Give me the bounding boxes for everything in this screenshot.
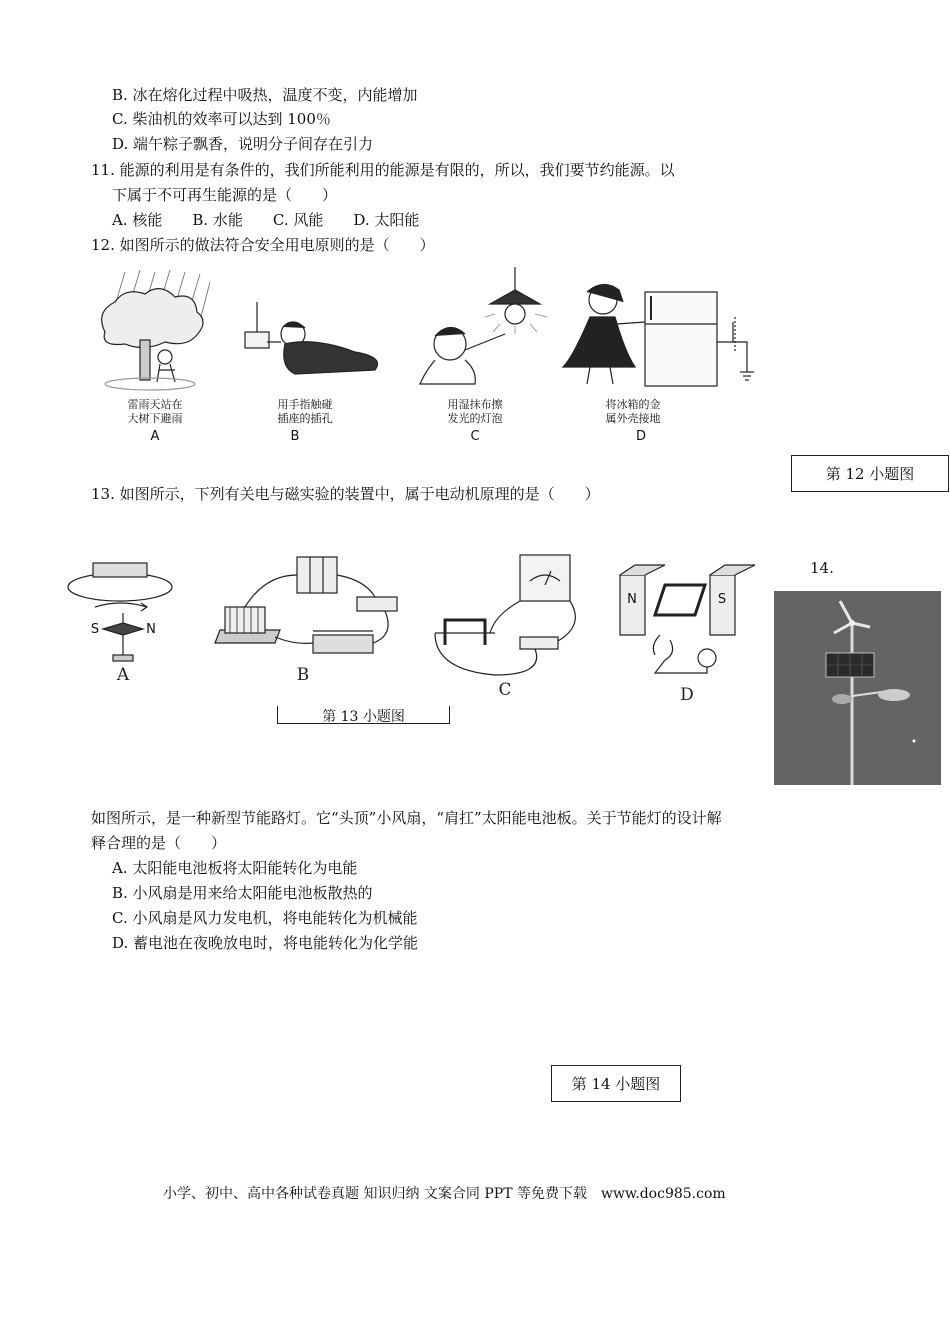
q10-option-c: C. 柴油机的效率可以达到 100％ — [112, 110, 331, 128]
q14-option-a: A. 太阳能电池板将太阳能转化为电能 — [112, 859, 358, 877]
q13-figure — [65, 545, 770, 715]
q10-option-b: B. 冰在熔化过程中吸热，温度不变，内能增加 — [112, 86, 418, 104]
q12-panel-d-illustration — [563, 284, 754, 386]
q12-caption-a-line1: 雷雨天站在 — [127, 398, 183, 411]
q13-letter-d: D — [680, 685, 694, 705]
q12-caption-b-line2: 插座的插孔 — [277, 412, 333, 425]
q12-panel-b-illustration — [245, 302, 378, 374]
q12-caption-d-line2: 属外壳接地 — [605, 412, 661, 425]
q13-stem: 13. 如图所示，下列有关电与磁实验的装置中，属于电动机原理的是（ ） — [91, 485, 600, 503]
q12-letter-c: C — [470, 429, 480, 444]
q14-option-c: C. 小风扇是风力发电机，将电能转化为机械能 — [112, 909, 418, 927]
q11-stem-line1: 11. 能源的利用是有条件的，我们所能利用的能源是有限的，所以，我们要节约能源。以 — [91, 161, 675, 179]
q10-option-d: D. 端午粽子飘香，说明分子间存在引力 — [112, 135, 374, 153]
q11-stem-line2: 下属于不可再生能源的是（ ） — [112, 186, 338, 204]
svg-text:N: N — [146, 622, 156, 637]
q12-caption-d-line1: 将冰箱的金 — [605, 398, 661, 411]
svg-text:S: S — [90, 622, 100, 637]
q13-letter-c: C — [498, 680, 512, 700]
q12-figure-caption: 第 12 小题图 — [791, 455, 949, 492]
q12-stem: 12. 如图所示的做法符合安全用电原则的是（ ） — [91, 236, 435, 254]
q14-number: 14. — [810, 559, 834, 577]
q12-letter-a: A — [150, 429, 160, 444]
q13-letter-a: A — [116, 665, 130, 685]
q12-caption-c-line1: 用湿抹布擦 — [447, 398, 503, 411]
q12-panel-c-illustration — [420, 267, 547, 384]
q14-streetlight-photo — [774, 591, 941, 785]
q12-letter-d: D — [635, 429, 647, 444]
q13-device-a — [68, 563, 172, 661]
q11-options: A. 核能 B. 水能 C. 风能 D. 太阳能 — [112, 211, 420, 229]
q14-stem-line2: 释合理的是（ ） — [91, 834, 227, 852]
q14-figure-caption: 第 14 小题图 — [551, 1065, 681, 1102]
q14-stem-line1: 如图所示，是一种新型节能路灯。它“头顶”小风扇，“肩扛”太阳能电池板。关于节能灯的设计解 — [91, 809, 722, 827]
svg-text:S: S — [717, 592, 727, 607]
q13-device-b — [215, 557, 397, 653]
q12-figure — [85, 262, 765, 452]
q12-caption-c-line2: 发光的灯泡 — [447, 412, 503, 425]
q12-caption-a-line2: 大树下避雨 — [127, 412, 183, 425]
q14-option-d: D. 蓄电池在夜晚放电时，将电能转化为化学能 — [112, 934, 419, 952]
q12-panel-a-illustration — [102, 270, 210, 390]
q13-device-d — [620, 565, 755, 673]
q13-figure-caption: 第 13 小题图 — [277, 706, 450, 724]
page-footer: 小学、初中、高中各种试卷真题 知识归纳 文案合同 PPT 等免费下载 www.doc985.com — [163, 1186, 726, 1202]
q13-letter-b: B — [296, 665, 310, 685]
q12-letter-b: B — [290, 429, 300, 444]
q12-caption-b-line1: 用手指触碰 — [277, 398, 333, 411]
svg-text:N: N — [627, 592, 637, 607]
q13-device-c — [435, 555, 575, 675]
q14-option-b: B. 小风扇是用来给太阳能电池板散热的 — [112, 884, 373, 902]
